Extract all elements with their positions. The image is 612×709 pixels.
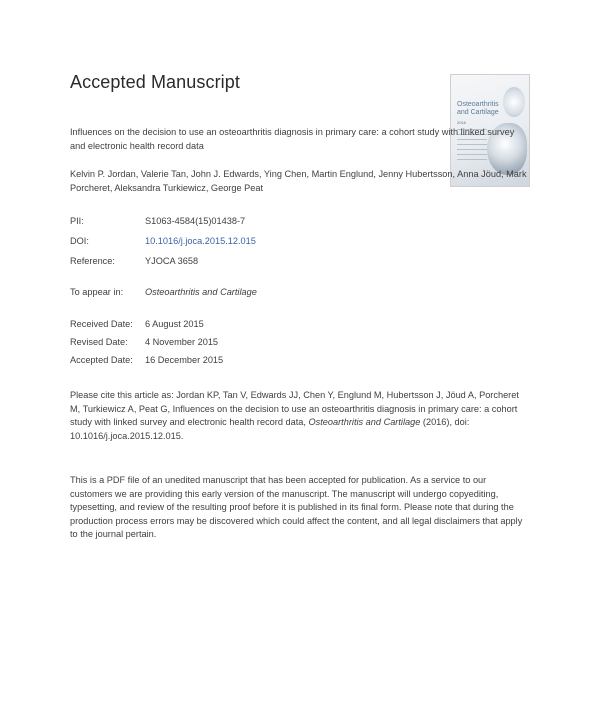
received-date-label: Received Date: <box>70 319 133 329</box>
page-heading: Accepted Manuscript <box>70 72 240 92</box>
citation-paragraph <box>70 389 530 443</box>
cover-journal-title: Osteoarthritis and Cartilage <box>457 101 499 116</box>
accepted-date-value: 16 December 2015 <box>145 355 224 365</box>
citation-text-end: (2016), doi: 10.1016/j.joca.2015.12.015. <box>70 417 470 441</box>
article-title: Influences on the decision to use an osteoarthritis diagnosis in primary care: a cohort study with linked survey and electronic health record data <box>70 127 515 151</box>
cover-graphic-top <box>503 87 525 117</box>
doi-label: DOI: <box>70 236 89 246</box>
appear-in-journal: Osteoarthritis and Cartilage <box>145 287 257 297</box>
reference-label: Reference: <box>70 256 115 266</box>
revised-date-label: Revised Date: <box>70 337 128 347</box>
doi-link[interactable]: 10.1016/j.joca.2015.12.015 <box>145 236 256 246</box>
reference-value: YJOCA 3658 <box>145 256 199 266</box>
accepted-date-label: Accepted Date: <box>70 355 133 365</box>
citation-text-start: Please cite this article as: Jordan KP, Tan V, Edwards JJ, Chen Y, Englund M, Hubertsson J, Jöud A, Porcheret M, Turkiewicz A, Peat G, Influences on the decision to use an osteoarthritis diagnosis in primary care: a cohort study with linked survey and electronic health record data, <box>70 390 519 427</box>
received-date-value: 6 August 2015 <box>145 319 204 329</box>
revised-date-value: 4 November 2015 <box>145 337 219 347</box>
pii-value: S1063-4584(15)01438-7 <box>145 216 246 226</box>
pii-label: PII: <box>70 216 84 226</box>
appear-in-label: To appear in: <box>70 287 124 297</box>
article-authors: Kelvin P. Jordan, Valerie Tan, John J. Edwards, Ying Chen, Martin Englund, Jenny Hubertsson, Anna Jöud, Mark Porcheret, Aleksandra Turkiewicz, George Peat <box>70 169 527 193</box>
manuscript-notice: This is a PDF file of an unedited manuscript that has been accepted for publication. As a service to our customers we are providing this early version of the manuscript. The manuscript will undergo copyediting, typesetting, and review of the resulting proof before it is published in its final form. Please note that during the production process errors may be discovered which could affect the content, and all legal disclaimers that apply to the journal pertain. <box>70 475 523 539</box>
cover-volume: 2016 <box>457 120 466 125</box>
citation-journal: Osteoarthritis and Cartilage <box>308 417 421 427</box>
